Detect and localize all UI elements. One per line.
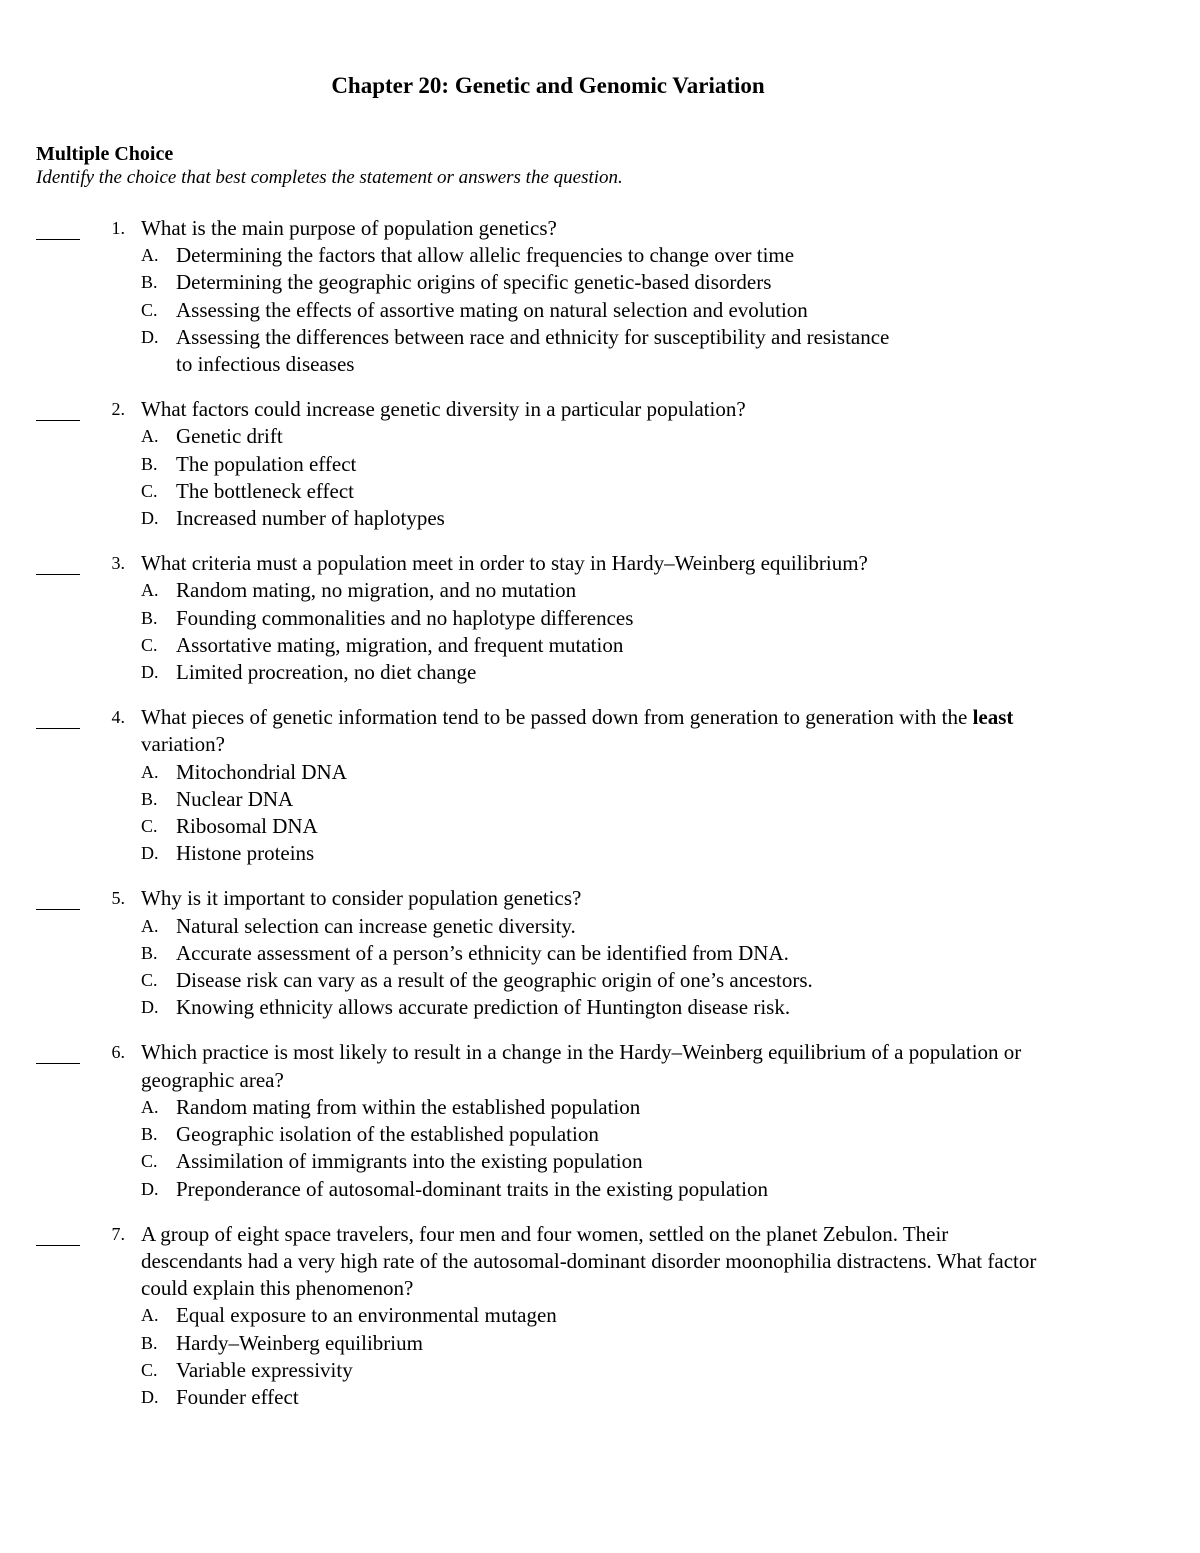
choice-letter: A. [141,426,159,447]
choice-text: Equal exposure to an environmental mutagen [176,1303,557,1328]
choice-text: Determining the geographic origins of specific genetic-based disorders [176,270,772,295]
choice-letter: D. [141,1178,159,1199]
choice-b [0,940,1200,967]
choice-a [0,1094,1200,1121]
question-number: 1. [111,218,125,238]
answer-blank[interactable] [36,396,80,421]
question-stem: Why is it important to consider population genetics? [141,886,582,911]
stem-text: What pieces of genetic information tend to be passed down from generation to generation with the [141,705,973,730]
choice-d [0,994,1200,1021]
choice-b [0,786,1200,813]
choice-a [0,423,1200,450]
choice-text: Random mating from within the established population [176,1094,641,1119]
question-5 [0,885,1200,1021]
choice-a [0,1302,1200,1329]
choice-letter: A. [141,580,159,601]
choice-b [0,269,1200,296]
choice-c [0,967,1200,994]
choice-a [0,242,1200,269]
choice-d [0,1176,1200,1203]
choice-letter: C. [141,816,158,837]
choice-letter: D. [141,508,159,529]
choice-text: Variable expressivity [176,1357,353,1382]
choice-letter: A. [141,915,159,936]
choice-b [0,1121,1200,1148]
choice-list [0,913,1200,1022]
choice-list [0,1094,1200,1203]
choice-text: Assimilation of immigrants into the existing population [176,1149,643,1174]
choice-letter: B. [141,272,158,293]
choice-text: Founding commonalities and no haplotype differences [176,605,634,630]
section-heading: Multiple Choice [36,143,174,165]
choice-letter: B. [141,1332,158,1353]
choice-text: The population effect [176,451,357,476]
choice-letter: D. [141,1386,159,1407]
choice-letter: D. [141,997,159,1018]
choice-letter: A. [141,245,159,266]
answer-blank[interactable] [36,550,80,575]
choice-d [0,840,1200,867]
choice-a [0,759,1200,786]
choice-text: Mitochondrial DNA [176,759,347,784]
choice-letter: D. [141,326,159,347]
choice-a [0,913,1200,940]
question-stem [141,704,1046,758]
choice-text: The bottleneck effect [176,478,355,503]
question-number: 4. [111,707,125,728]
question-number: 3. [111,553,125,574]
choice-c [0,1148,1200,1175]
choice-letter: C. [141,634,158,655]
choice-text: Hardy–Weinberg equilibrium [176,1330,423,1355]
choice-letter: A. [141,761,159,782]
choice-d [0,659,1200,686]
choice-text: Disease risk can vary as a result of the geographic origin of one’s ancestors. [176,968,813,993]
choice-letter: B. [141,453,158,474]
choice-d [0,505,1200,532]
choice-text: Accurate assessment of a person’s ethnicity can be identified from DNA. [176,940,789,965]
choice-text: Assessing the differences between race and ethnicity for susceptibility and resistance to infectious diseases [176,324,890,377]
choice-letter: D. [141,662,159,683]
question-number: 5. [111,888,125,909]
choice-list [0,1302,1200,1411]
question-stem: What factors could increase genetic diversity in a particular population? [141,397,746,422]
choice-a [0,577,1200,604]
question-2 [0,396,1200,532]
choice-text: Genetic drift [176,424,283,449]
stem-text: variation? [141,732,225,757]
choice-text: Ribosomal DNA [176,814,318,839]
choice-text: Preponderance of autosomal-dominant traits in the existing population [176,1176,768,1201]
choice-c [0,478,1200,505]
choice-text: Natural selection can increase genetic diversity. [176,913,576,938]
choice-text: Assessing the effects of assortive mating on natural selection and evolution [176,297,808,322]
question-number: 7. [111,1223,125,1244]
question-number: 2. [111,399,125,420]
question-4 [0,704,1200,867]
choice-letter: B. [141,607,158,628]
question-stem: What criteria must a population meet in order to stay in Hardy–Weinberg equilibrium? [141,551,868,576]
choice-text: Knowing ethnicity allows accurate prediction of Huntington disease risk. [176,995,791,1020]
question-stem: What is the main purpose of population genetics? [141,216,557,240]
question-6 [0,1039,1200,1202]
question-stem: A group of eight space travelers, four men and four women, settled on the planet Zebulon. Their descendants had a very high rate of the autosomal-dominant disorder moonophilia distractens. What factor could explain this phenomenon? [141,1221,1037,1301]
choice-letter: B. [141,942,158,963]
answer-blank[interactable] [36,1039,80,1064]
choice-text: Determining the factors that allow allelic frequencies to change over time [176,243,795,268]
answer-blank[interactable] [36,704,80,729]
choice-c [0,297,1200,324]
choice-b [0,605,1200,632]
choice-letter: B. [141,1124,158,1145]
choice-letter: B. [141,788,158,809]
choice-text: Nuclear DNA [176,786,294,811]
choice-c [0,632,1200,659]
choice-letter: A. [141,1305,159,1326]
question-1 [0,215,1200,378]
choice-text: Geographic isolation of the established population [176,1122,599,1147]
stem-emphasis: least [972,705,1014,730]
choice-letter: C. [141,970,158,991]
choice-letter: D. [141,843,159,864]
choice-text: Founder effect [176,1384,299,1409]
choice-c [0,813,1200,840]
question-7 [0,1221,1200,1411]
choice-list [0,577,1200,686]
question-3 [0,550,1200,686]
question-list [0,215,1200,1429]
choice-text: Increased number of haplotypes [176,506,445,531]
choice-text: Random mating, no migration, and no mutation [176,578,577,603]
choice-letter: C. [141,299,158,320]
answer-blank[interactable] [36,1221,80,1246]
choice-letter: C. [141,1359,158,1380]
choice-d [0,324,1200,378]
choice-text: Histone proteins [176,841,315,866]
choice-letter: A. [141,1096,159,1117]
choice-letter: C. [141,1151,158,1172]
section-instructions: Identify the choice that best completes the statement or answers the question. [36,167,623,188]
choice-b [0,451,1200,478]
question-stem: Which practice is most likely to result in a change in the Hardy–Weinberg equilibrium of a population or geographic area? [141,1040,1022,1092]
choice-list [0,759,1200,868]
answer-blank[interactable] [36,885,80,910]
choice-list [0,242,1200,378]
answer-blank[interactable] [36,215,80,240]
choice-list [0,423,1200,532]
question-number: 6. [111,1042,125,1063]
choice-c [0,1357,1200,1384]
choice-b [0,1330,1200,1357]
page-title: Chapter 20: Genetic and Genomic Variation [331,73,765,98]
choice-d [0,1384,1200,1411]
choice-letter: C. [141,480,158,501]
choice-text: Limited procreation, no diet change [176,660,477,685]
choice-text: Assortative mating, migration, and frequent mutation [176,632,624,657]
